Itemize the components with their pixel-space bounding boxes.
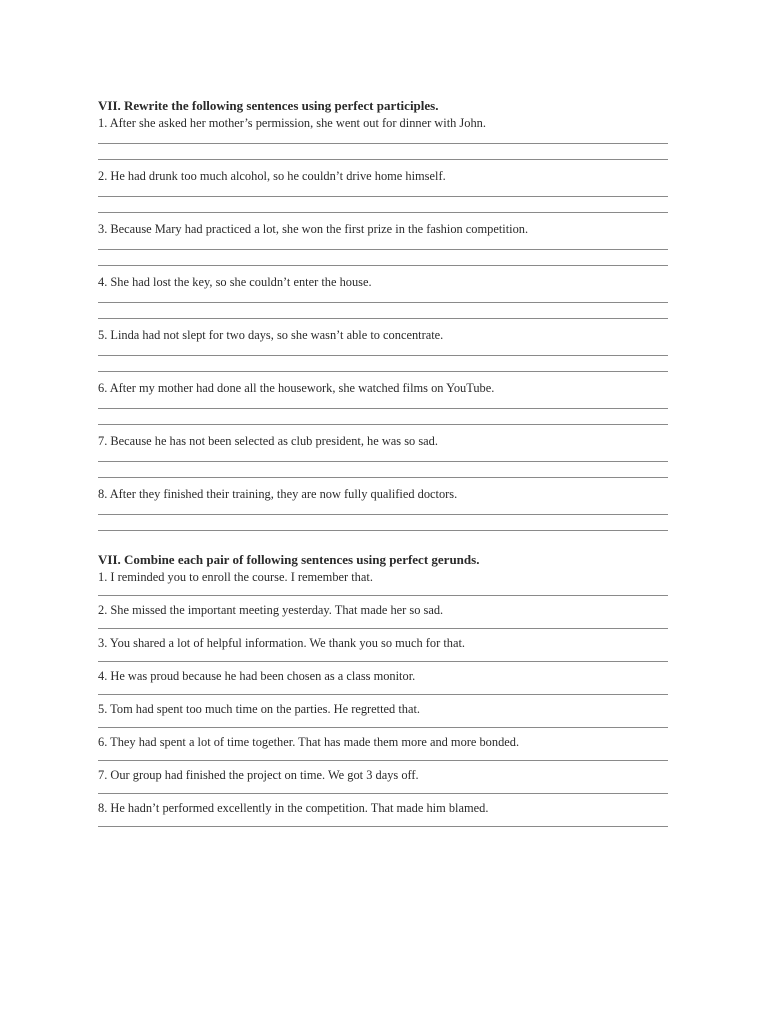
exercise-sentence: 3. You shared a lot of helpful information. We thank you so much for that. bbox=[98, 636, 465, 650]
answer-line[interactable] bbox=[98, 249, 668, 250]
exercise-sentence: 7. Because he has not been selected as club president, he was so sad. bbox=[98, 434, 438, 448]
answer-line[interactable] bbox=[98, 514, 668, 515]
answer-line[interactable] bbox=[98, 355, 668, 356]
exercise-item bbox=[98, 668, 668, 695]
exercise-item bbox=[98, 115, 668, 160]
answer-line[interactable] bbox=[98, 530, 668, 531]
exercise-item bbox=[98, 380, 668, 425]
exercise-sentence: 7. Our group had finished the project on time. We got 3 days off. bbox=[98, 768, 419, 782]
exercise-item bbox=[98, 767, 668, 794]
exercise-item bbox=[98, 327, 668, 372]
answer-line[interactable] bbox=[98, 408, 668, 409]
section-perfect-gerunds bbox=[98, 552, 668, 827]
answer-line[interactable] bbox=[98, 826, 668, 827]
exercise-item bbox=[98, 433, 668, 478]
exercise-item bbox=[98, 569, 668, 596]
answer-line[interactable] bbox=[98, 196, 668, 197]
exercise-sentence: 1. After she asked her mother’s permission, she went out for dinner with John. bbox=[98, 116, 486, 130]
answer-line[interactable] bbox=[98, 628, 668, 629]
answer-line[interactable] bbox=[98, 371, 668, 372]
answer-line[interactable] bbox=[98, 477, 668, 478]
answer-line[interactable] bbox=[98, 793, 668, 794]
answer-line[interactable] bbox=[98, 461, 668, 462]
exercise-item bbox=[98, 734, 668, 761]
exercise-sentence: 4. She had lost the key, so she couldn’t enter the house. bbox=[98, 275, 372, 289]
exercise-sentence: 2. He had drunk too much alcohol, so he couldn’t drive home himself. bbox=[98, 169, 446, 183]
exercise-item bbox=[98, 168, 668, 213]
section-title: VII. Rewrite the following sentences using perfect participles. bbox=[98, 98, 439, 113]
answer-line[interactable] bbox=[98, 265, 668, 266]
answer-line[interactable] bbox=[98, 318, 668, 319]
exercise-sentence: 6. They had spent a lot of time together. That has made them more and more bonded. bbox=[98, 735, 520, 749]
answer-line[interactable] bbox=[98, 727, 668, 728]
section-perfect-participles bbox=[98, 98, 668, 531]
exercise-item bbox=[98, 701, 668, 728]
answer-line[interactable] bbox=[98, 212, 668, 213]
exercise-item bbox=[98, 800, 668, 827]
exercise-item bbox=[98, 602, 668, 629]
exercise-item bbox=[98, 274, 668, 319]
answer-line[interactable] bbox=[98, 424, 668, 425]
exercise-sentence: 5. Tom had spent too much time on the parties. He regretted that. bbox=[98, 702, 421, 716]
exercise-sentence: 2. She missed the important meeting yesterday. That made her so sad. bbox=[98, 603, 444, 617]
answer-line[interactable] bbox=[98, 595, 668, 596]
answer-line[interactable] bbox=[98, 661, 668, 662]
exercise-sentence: 5. Linda had not slept for two days, so she wasn’t able to concentrate. bbox=[98, 328, 444, 342]
exercise-sentence: 4. He was proud because he had been chosen as a class monitor. bbox=[98, 669, 416, 683]
exercise-sentence: 8. He hadn’t performed excellently in the competition. That made him blamed. bbox=[98, 801, 489, 815]
section-title: VII. Combine each pair of following sentences using perfect gerunds. bbox=[98, 552, 480, 567]
answer-line[interactable] bbox=[98, 159, 668, 160]
answer-line[interactable] bbox=[98, 694, 668, 695]
exercise-sentence: 6. After my mother had done all the housework, she watched films on YouTube. bbox=[98, 381, 495, 395]
exercise-item bbox=[98, 486, 668, 531]
answer-line[interactable] bbox=[98, 302, 668, 303]
answer-line[interactable] bbox=[98, 760, 668, 761]
exercise-sentence: 1. I reminded you to enroll the course. I remember that. bbox=[98, 570, 373, 584]
answer-line[interactable] bbox=[98, 143, 668, 144]
exercise-item bbox=[98, 221, 668, 266]
exercise-sentence: 3. Because Mary had practiced a lot, she won the first prize in the fashion competition. bbox=[98, 222, 529, 236]
exercise-item bbox=[98, 635, 668, 662]
exercise-sentence: 8. After they finished their training, they are now fully qualified doctors. bbox=[98, 487, 458, 501]
